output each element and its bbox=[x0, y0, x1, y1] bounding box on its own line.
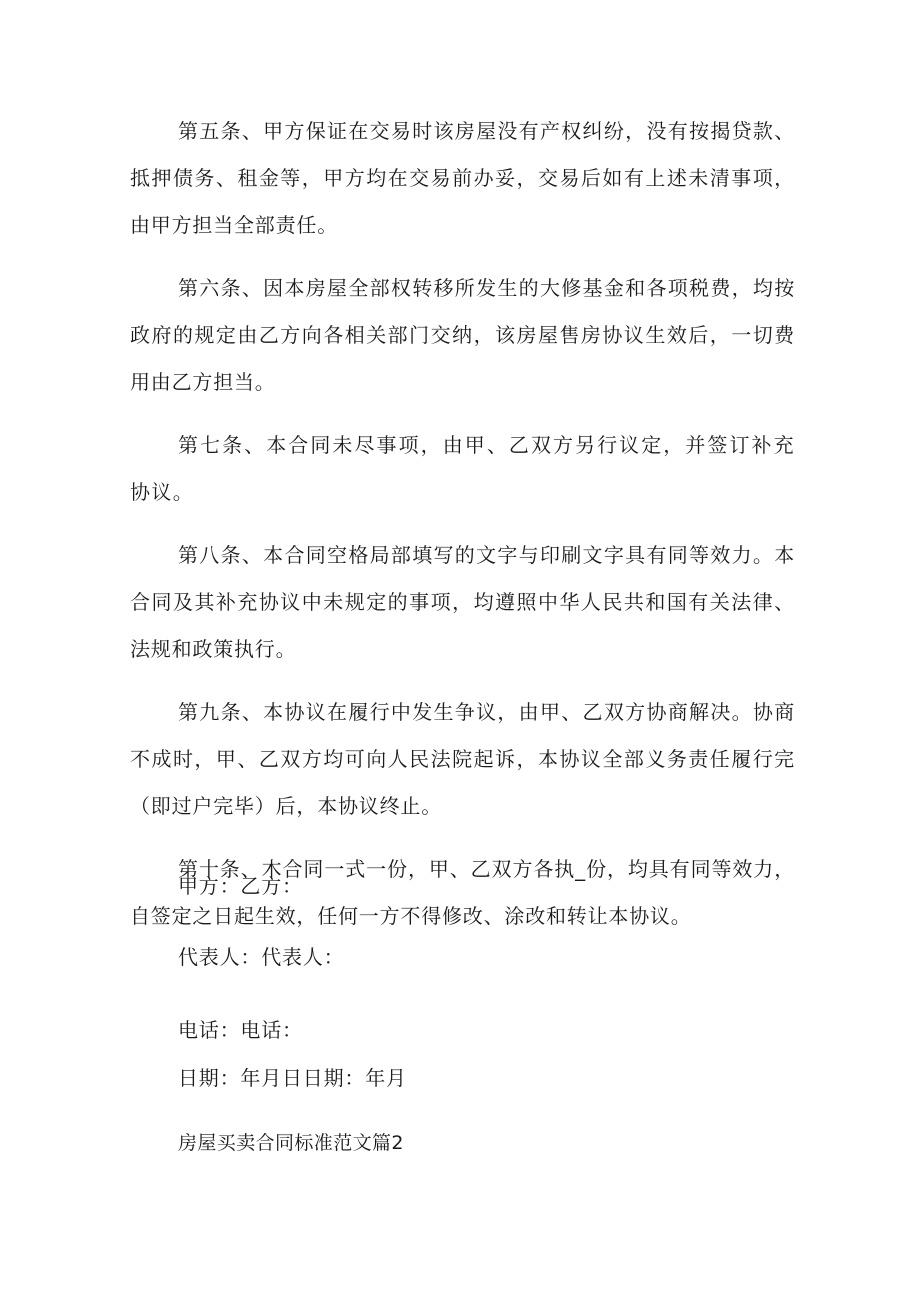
clause-10: 第十条、木合同一式一份，甲、乙双方各执_份，均具有同等效力，自签定之日起生效，任何一方不得修改、涂改和转让本协议。 bbox=[130, 857, 795, 928]
signature-representatives: 代表人：代表人： bbox=[178, 945, 345, 969]
clause-5: 第五条、甲方保证在交易时该房屋没有产权纠纷，没有按揭贷款、抵押债务、租金等，甲方均在交易前办妥，交易后如有上述未清事项，由甲方担当全部责任。 bbox=[130, 119, 795, 237]
signature-parties: 甲方：乙方： bbox=[178, 874, 303, 898]
clause-9: 第九条、本协议在履行中发生争议，由甲、乙双方协商解决。协商不成时，甲、乙双方均可向人民法院起诉，本协议全部义务责任履行完（即过户完毕）后，本协议终止。 bbox=[130, 700, 795, 818]
signature-phones: 电话：电话： bbox=[178, 1018, 303, 1042]
clause-7: 第七条、本合同未尽事项，由甲、乙双方另行议定，并签订补充协议。 bbox=[130, 433, 795, 504]
clause-8: 第八条、本合同空格局部填写的文字与印刷文字具有同等效力。本合同及其补充协议中未规定的事项，均遵照中华人民共和国有关法律、法规和政策执行。 bbox=[130, 543, 795, 661]
next-section-title: 房屋买卖合同标准范文篇2 bbox=[178, 1132, 404, 1154]
clause-6: 第六条、因本房屋全部权转移所发生的大修基金和各项税费，均按政府的规定由乙方向各相关部门交纳，该房屋售房协议生效后，一切费用由乙方担当。 bbox=[130, 276, 795, 394]
contract-clauses bbox=[130, 108, 795, 956]
signature-dates: 日期：年月日日期：年月 bbox=[178, 1066, 407, 1090]
